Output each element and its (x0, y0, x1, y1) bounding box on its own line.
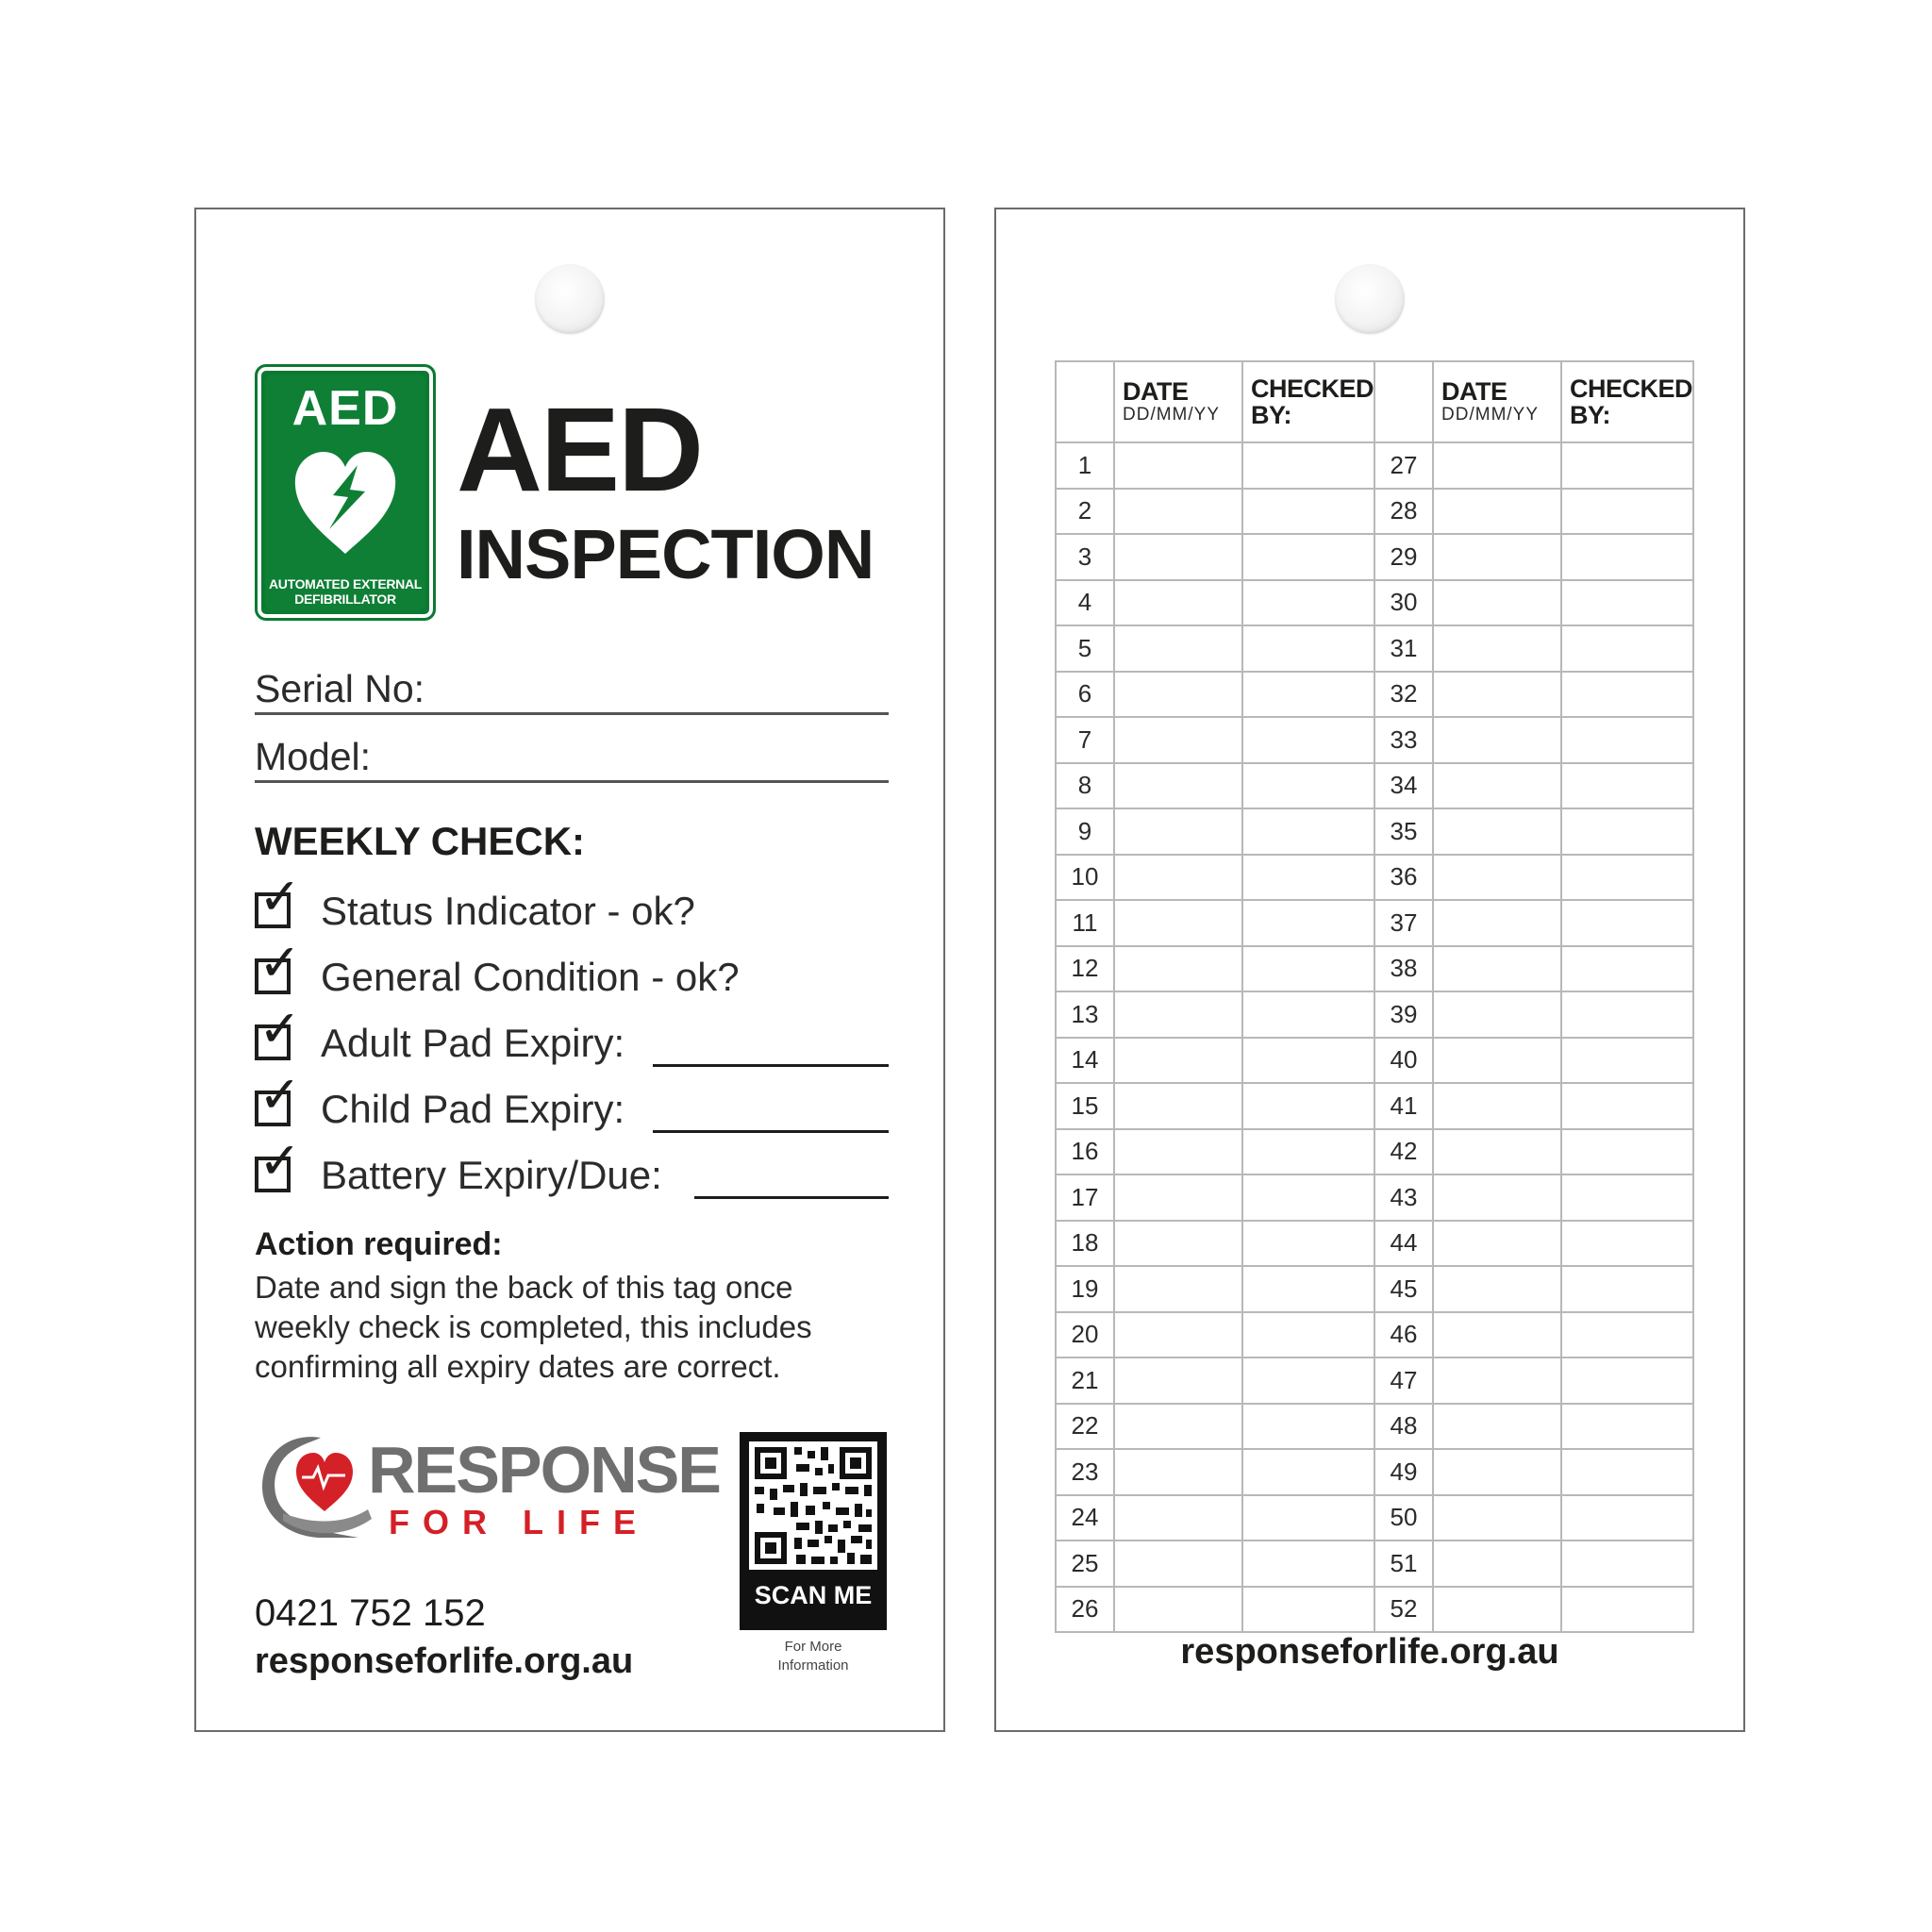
row-number: 3 (1056, 534, 1114, 580)
date-cell[interactable] (1114, 946, 1242, 992)
row-number: 49 (1374, 1449, 1433, 1495)
checked-by-cell[interactable] (1242, 1266, 1374, 1312)
table-row (1056, 946, 1693, 992)
check-item-label: Child Pad Expiry: (321, 1087, 625, 1131)
date-cell[interactable] (1114, 1083, 1242, 1129)
table-row (1056, 1495, 1693, 1541)
row-number: 40 (1374, 1038, 1433, 1084)
checked-by-cell[interactable] (1561, 991, 1693, 1038)
table-row (1056, 1221, 1693, 1267)
row-number: 50 (1374, 1495, 1433, 1541)
row-number: 47 (1374, 1357, 1433, 1404)
date-cell[interactable] (1114, 534, 1242, 580)
checked-by-cell[interactable] (1561, 946, 1693, 992)
checked-by-cell[interactable] (1561, 1541, 1693, 1587)
table-row (1056, 1266, 1693, 1312)
checked-by-cell[interactable] (1242, 442, 1374, 489)
row-number: 8 (1056, 763, 1114, 809)
date-cell[interactable] (1114, 442, 1242, 489)
checked-by-cell[interactable] (1561, 534, 1693, 580)
row-number: 44 (1374, 1221, 1433, 1267)
row-number: 29 (1374, 534, 1433, 580)
weekly-check-heading: WEEKLY CHECK: (255, 819, 586, 863)
row-number: 46 (1374, 1312, 1433, 1358)
date-cell[interactable] (1433, 808, 1561, 855)
checkmark-icon: ✓ (258, 869, 302, 925)
table-row (1056, 1587, 1693, 1633)
row-number: 1 (1056, 442, 1114, 489)
checked-by-cell[interactable] (1561, 1404, 1693, 1450)
checked-by-cell[interactable] (1242, 900, 1374, 946)
scan-me-label: SCAN ME (754, 1581, 873, 1609)
table-row (1056, 763, 1693, 809)
number-header (1374, 361, 1433, 442)
table-row (1056, 1449, 1693, 1495)
date-cell[interactable] (1433, 946, 1561, 992)
table-row (1056, 1312, 1693, 1358)
date-cell[interactable] (1114, 1587, 1242, 1633)
child-pad-expiry-line[interactable] (653, 1130, 889, 1133)
table-row (1056, 534, 1693, 580)
row-number: 22 (1056, 1404, 1114, 1450)
checked-by-cell[interactable] (1242, 1357, 1374, 1404)
date-cell[interactable] (1433, 1357, 1561, 1404)
row-number: 17 (1056, 1174, 1114, 1221)
row-number: 39 (1374, 991, 1433, 1038)
row-number: 38 (1374, 946, 1433, 992)
row-number: 35 (1374, 808, 1433, 855)
date-cell[interactable] (1433, 442, 1561, 489)
check-item[interactable] (255, 1001, 889, 1079)
logo-response-text: RESPONSE (368, 1433, 720, 1507)
date-cell[interactable] (1433, 1266, 1561, 1312)
table-row (1056, 672, 1693, 718)
qr-caption: For More Information (777, 1639, 849, 1674)
date-cell[interactable] (1114, 1129, 1242, 1175)
row-number: 33 (1374, 717, 1433, 763)
checked-by-cell[interactable] (1242, 991, 1374, 1038)
checked-by-header: CHECKED BY: (1561, 361, 1693, 442)
tag-front (194, 208, 945, 1732)
checked-by-cell[interactable] (1561, 625, 1693, 672)
date-cell[interactable] (1114, 1495, 1242, 1541)
hanging-hole (1335, 264, 1405, 334)
checkmark-icon: ✓ (258, 1001, 302, 1058)
table-header-row (1056, 361, 1693, 442)
row-number: 31 (1374, 625, 1433, 672)
date-cell[interactable] (1114, 1266, 1242, 1312)
checked-by-cell[interactable] (1561, 1449, 1693, 1495)
row-number: 2 (1056, 489, 1114, 535)
date-cell[interactable] (1114, 489, 1242, 535)
date-cell[interactable] (1433, 1587, 1561, 1633)
heart-hand-icon (255, 1419, 387, 1551)
inspection-log-body (1056, 442, 1693, 1632)
checked-by-cell[interactable] (1561, 672, 1693, 718)
model-field[interactable] (255, 730, 889, 783)
checked-by-cell[interactable] (1242, 717, 1374, 763)
serial-number-label: Serial No: (255, 667, 425, 710)
qr-code-panel[interactable] (740, 1432, 887, 1630)
date-cell[interactable] (1114, 1404, 1242, 1450)
checked-by-cell[interactable] (1561, 808, 1693, 855)
date-cell[interactable] (1433, 1404, 1561, 1450)
table-row (1056, 1174, 1693, 1221)
date-header: DATE DD/MM/YY (1114, 361, 1242, 442)
checked-by-cell[interactable] (1242, 1541, 1374, 1587)
aed-sign-logo (255, 364, 436, 621)
row-number: 48 (1374, 1404, 1433, 1450)
date-cell[interactable] (1114, 580, 1242, 626)
checked-by-cell[interactable] (1561, 1083, 1693, 1129)
checked-by-cell[interactable] (1561, 1312, 1693, 1358)
date-cell[interactable] (1114, 991, 1242, 1038)
checked-by-cell[interactable] (1561, 1038, 1693, 1084)
row-number: 7 (1056, 717, 1114, 763)
row-number: 37 (1374, 900, 1433, 946)
row-number: 14 (1056, 1038, 1114, 1084)
date-cell[interactable] (1114, 1312, 1242, 1358)
row-number: 4 (1056, 580, 1114, 626)
table-row (1056, 489, 1693, 535)
check-item[interactable] (255, 1133, 889, 1211)
row-number: 25 (1056, 1541, 1114, 1587)
row-number: 21 (1056, 1357, 1114, 1404)
row-number: 24 (1056, 1495, 1114, 1541)
row-number: 51 (1374, 1541, 1433, 1587)
checked-by-cell[interactable] (1242, 625, 1374, 672)
table-row (1056, 1038, 1693, 1084)
table-row (1056, 991, 1693, 1038)
date-cell[interactable] (1114, 1174, 1242, 1221)
row-number: 28 (1374, 489, 1433, 535)
date-cell[interactable] (1433, 625, 1561, 672)
row-number: 43 (1374, 1174, 1433, 1221)
row-number: 11 (1056, 900, 1114, 946)
checked-by-cell[interactable] (1561, 1129, 1693, 1175)
date-cell[interactable] (1114, 1221, 1242, 1267)
row-number: 32 (1374, 672, 1433, 718)
row-number: 23 (1056, 1449, 1114, 1495)
date-cell[interactable] (1114, 855, 1242, 901)
row-number: 16 (1056, 1129, 1114, 1175)
checked-by-cell[interactable] (1561, 442, 1693, 489)
row-number: 12 (1056, 946, 1114, 992)
date-cell[interactable] (1433, 1449, 1561, 1495)
date-cell[interactable] (1114, 1541, 1242, 1587)
table-row (1056, 625, 1693, 672)
checked-by-cell[interactable] (1561, 855, 1693, 901)
model-label: Model: (255, 735, 372, 778)
checked-by-cell[interactable] (1242, 1221, 1374, 1267)
row-number: 6 (1056, 672, 1114, 718)
check-item[interactable] (255, 1067, 889, 1145)
row-number: 26 (1056, 1587, 1114, 1633)
title-aed: AED (457, 383, 703, 516)
checked-by-cell[interactable] (1242, 763, 1374, 809)
hanging-hole (535, 264, 605, 334)
row-number: 10 (1056, 855, 1114, 901)
checked-by-cell[interactable] (1242, 672, 1374, 718)
qr-code-icon (749, 1441, 877, 1570)
check-item[interactable] (255, 935, 889, 1013)
date-cell[interactable] (1433, 1221, 1561, 1267)
action-required-title: Action required: (255, 1226, 503, 1262)
website-link[interactable]: responseforlife.org.au (255, 1641, 634, 1681)
phone-number: 0421 752 152 (255, 1592, 486, 1634)
row-number: 45 (1374, 1266, 1433, 1312)
checked-by-cell[interactable] (1242, 1129, 1374, 1175)
row-number: 34 (1374, 763, 1433, 809)
title-inspection: INSPECTION (457, 515, 874, 593)
checked-by-cell[interactable] (1242, 1404, 1374, 1450)
checked-by-cell[interactable] (1242, 1174, 1374, 1221)
date-cell[interactable] (1433, 1083, 1561, 1129)
checkmark-icon: ✓ (258, 1133, 302, 1190)
date-cell[interactable] (1114, 763, 1242, 809)
table-row (1056, 855, 1693, 901)
date-cell[interactable] (1433, 900, 1561, 946)
table-row (1056, 717, 1693, 763)
date-cell[interactable] (1433, 1038, 1561, 1084)
aed-sign-title: AED (291, 381, 399, 436)
logo-for-life-text: FOR LIFE (389, 1503, 649, 1541)
date-cell[interactable] (1433, 1174, 1561, 1221)
date-cell[interactable] (1433, 534, 1561, 580)
adult-pad-expiry-line[interactable] (653, 1064, 889, 1067)
checked-by-cell[interactable] (1561, 489, 1693, 535)
row-number: 19 (1056, 1266, 1114, 1312)
checked-by-cell[interactable] (1561, 1174, 1693, 1221)
date-cell[interactable] (1433, 1541, 1561, 1587)
checked-by-cell[interactable] (1242, 1312, 1374, 1358)
table-row (1056, 1541, 1693, 1587)
table-row (1056, 808, 1693, 855)
checked-by-cell[interactable] (1561, 1587, 1693, 1633)
checked-by-cell[interactable] (1242, 1083, 1374, 1129)
date-cell[interactable] (1433, 991, 1561, 1038)
date-cell[interactable] (1114, 1449, 1242, 1495)
table-row (1056, 1404, 1693, 1450)
table-row (1056, 442, 1693, 489)
checkmark-icon: ✓ (258, 935, 302, 991)
table-row (1056, 1083, 1693, 1129)
checked-by-cell[interactable] (1242, 1587, 1374, 1633)
date-cell[interactable] (1433, 1129, 1561, 1175)
checked-by-cell[interactable] (1561, 763, 1693, 809)
aed-sign-subtitle: AUTOMATED EXTERNAL DEFIBRILLATOR (268, 576, 423, 607)
checked-by-cell[interactable] (1242, 489, 1374, 535)
date-cell[interactable] (1433, 672, 1561, 718)
row-number: 42 (1374, 1129, 1433, 1175)
checked-by-header: CHECKED BY: (1242, 361, 1374, 442)
number-header (1056, 361, 1114, 442)
date-cell[interactable] (1433, 580, 1561, 626)
row-number: 5 (1056, 625, 1114, 672)
checked-by-cell[interactable] (1242, 1449, 1374, 1495)
row-number: 20 (1056, 1312, 1114, 1358)
checked-by-cell[interactable] (1242, 808, 1374, 855)
checked-by-cell[interactable] (1242, 1038, 1374, 1084)
checked-by-cell[interactable] (1242, 855, 1374, 901)
table-row (1056, 580, 1693, 626)
inspection-log-table (1055, 360, 1694, 1633)
tag-back (994, 208, 1745, 1732)
date-cell[interactable] (1114, 900, 1242, 946)
check-item-label: Adult Pad Expiry: (321, 1021, 625, 1065)
row-number: 52 (1374, 1587, 1433, 1633)
battery-expiry-line[interactable] (694, 1196, 889, 1199)
checked-by-cell[interactable] (1561, 717, 1693, 763)
row-number: 41 (1374, 1083, 1433, 1129)
checked-by-cell[interactable] (1242, 946, 1374, 992)
checked-by-cell[interactable] (1561, 1495, 1693, 1541)
date-cell[interactable] (1433, 855, 1561, 901)
website-link[interactable]: responseforlife.org.au (1180, 1632, 1559, 1672)
date-cell[interactable] (1433, 489, 1561, 535)
date-cell[interactable] (1433, 1312, 1561, 1358)
qr-code-image[interactable] (749, 1441, 877, 1570)
table-row (1056, 1129, 1693, 1175)
row-number: 27 (1374, 442, 1433, 489)
checked-by-cell[interactable] (1561, 580, 1693, 626)
date-cell[interactable] (1114, 808, 1242, 855)
row-number: 36 (1374, 855, 1433, 901)
row-number: 30 (1374, 580, 1433, 626)
checked-by-cell[interactable] (1561, 900, 1693, 946)
row-number: 9 (1056, 808, 1114, 855)
checked-by-cell[interactable] (1561, 1266, 1693, 1312)
date-header: DATE DD/MM/YY (1433, 361, 1561, 442)
action-required-text: Date and sign the back of this tag once weekly check is completed, this includes confirming all expiry dates are correct. (255, 1270, 812, 1384)
date-cell[interactable] (1433, 763, 1561, 809)
date-cell[interactable] (1433, 1495, 1561, 1541)
check-item-label: General Condition - ok? (321, 955, 740, 999)
checked-by-cell[interactable] (1242, 1495, 1374, 1541)
date-cell[interactable] (1114, 717, 1242, 763)
checked-by-cell[interactable] (1561, 1357, 1693, 1404)
check-item-label: Status Indicator - ok? (321, 889, 695, 933)
check-item-label: Battery Expiry/Due: (321, 1153, 662, 1197)
row-number: 15 (1056, 1083, 1114, 1129)
date-cell[interactable] (1114, 1038, 1242, 1084)
row-number: 13 (1056, 991, 1114, 1038)
checked-by-cell[interactable] (1561, 1221, 1693, 1267)
checkmark-icon: ✓ (258, 1067, 302, 1124)
check-item[interactable] (255, 869, 889, 947)
date-cell[interactable] (1114, 1357, 1242, 1404)
date-cell[interactable] (1433, 717, 1561, 763)
checked-by-cell[interactable] (1242, 534, 1374, 580)
table-row (1056, 1357, 1693, 1404)
date-cell[interactable] (1114, 625, 1242, 672)
serial-number-field[interactable] (255, 662, 889, 715)
table-row (1056, 900, 1693, 946)
heart-lightning-icon (291, 448, 399, 558)
checked-by-cell[interactable] (1242, 580, 1374, 626)
row-number: 18 (1056, 1221, 1114, 1267)
date-cell[interactable] (1114, 672, 1242, 718)
response-for-life-logo (255, 1419, 720, 1551)
